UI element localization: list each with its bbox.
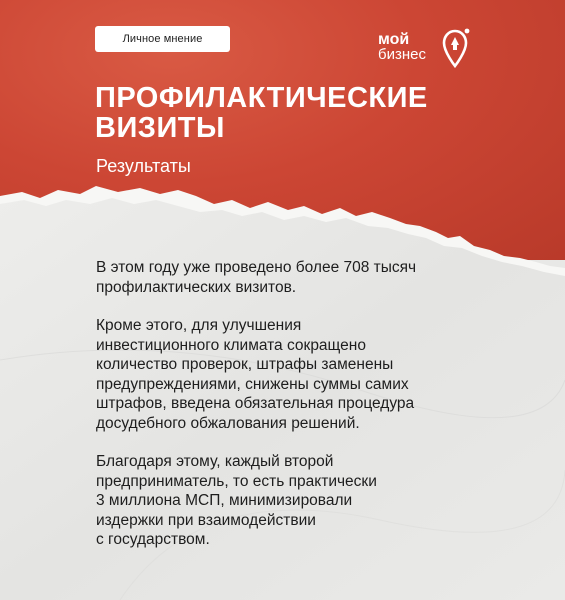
- logo-line-1: мой: [378, 31, 410, 48]
- paragraph-2: Кроме этого, для улучшения инвестиционного климата сокращено количество проверок, штрафы заменены предупреждениями, снижены суммы самих штрафов, введена обязательная процедура досудебного обжалования решений.: [96, 317, 415, 432]
- paragraph-1: В этом году уже проведено более 708 тысяч профилактических визитов.: [96, 259, 417, 296]
- logo-line-2: бизнес: [378, 46, 426, 63]
- map-pin-rocket-icon: [442, 28, 470, 72]
- page-subtitle: Результаты: [96, 156, 191, 176]
- page-title: ПРОФИЛАКТИЧЕСКИЕ ВИЗИТЫ: [95, 82, 428, 144]
- moy-biznes-logo: [378, 28, 488, 76]
- opinion-tag: Личное мнение: [95, 26, 230, 52]
- article-body: [96, 258, 496, 569]
- logo-text: [378, 32, 426, 62]
- paragraph-3: Благодаря этому, каждый второй предприниматель, то есть практически 3 миллиона МСП, минимизировали издержки при взаимодействии с государством.: [96, 453, 377, 548]
